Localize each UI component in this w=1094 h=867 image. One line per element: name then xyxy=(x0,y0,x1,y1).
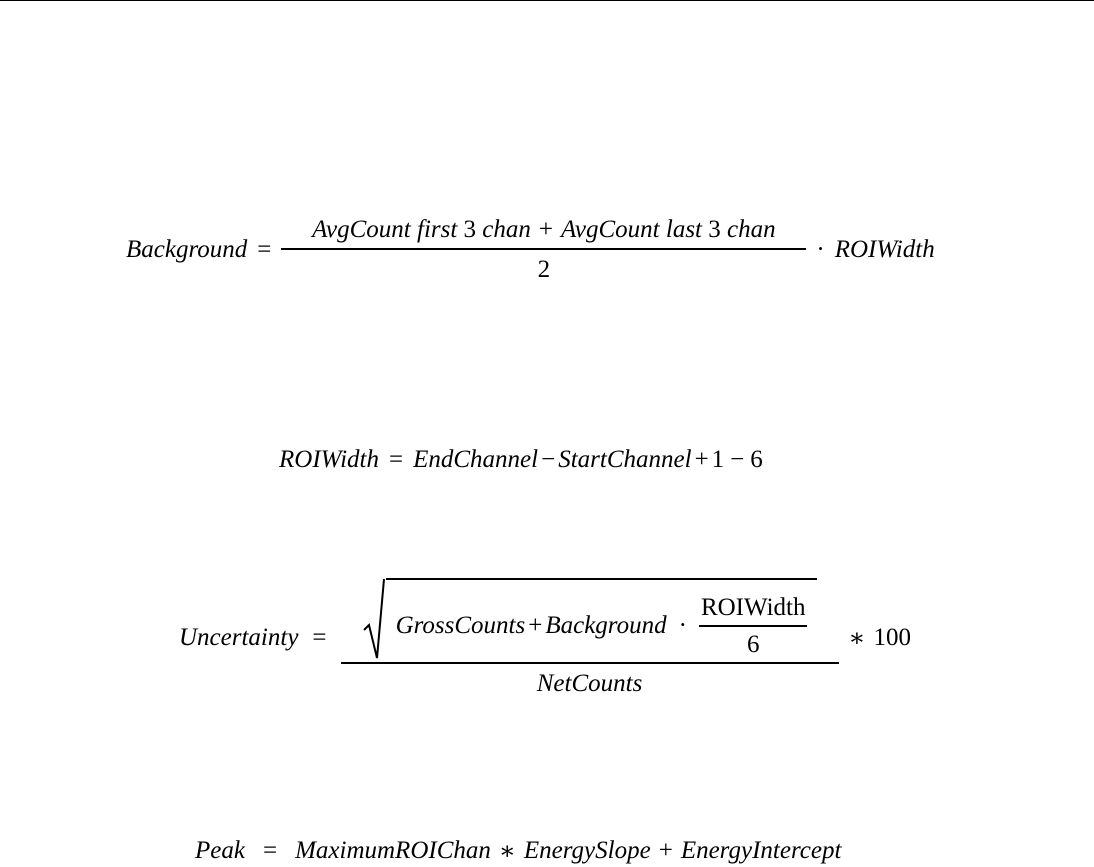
avg-last-count: 3 xyxy=(708,216,721,243)
avg-last-chan: chan xyxy=(727,216,776,243)
plus-sign: + xyxy=(658,837,673,864)
radicand xyxy=(386,578,818,662)
minus-sign: − xyxy=(541,446,556,473)
times-dot: · xyxy=(816,236,825,263)
equals-sign: = xyxy=(312,624,327,651)
roi-width-factor: ROIWidth xyxy=(834,236,935,263)
avg-first-chan: chan xyxy=(482,216,531,243)
inner-denominator: 6 xyxy=(746,630,760,658)
background-term: Background xyxy=(545,612,667,639)
times-dot: · xyxy=(678,612,687,639)
maximum-roi-chan: MaximumROIChan xyxy=(295,837,491,864)
roi-width-lhs: ROIWidth xyxy=(279,446,379,473)
equals-sign: = xyxy=(262,837,278,864)
avg-first-count: 3 xyxy=(463,216,477,243)
avg-last-label: AvgCount last xyxy=(561,216,702,243)
square-root xyxy=(362,578,818,662)
energy-slope: EnergySlope xyxy=(523,837,651,864)
six-constant: 6 xyxy=(750,446,763,473)
background-lhs: Background xyxy=(126,236,248,263)
background-denominator: 2 xyxy=(537,256,551,283)
background-fraction xyxy=(281,216,806,284)
gross-counts: GrossCounts xyxy=(395,612,526,639)
roi-width-formula xyxy=(279,446,763,474)
peak-lhs: Peak xyxy=(195,837,245,864)
end-channel: EndChannel xyxy=(413,446,539,473)
energy-intercept: EnergyIntercept xyxy=(680,837,842,864)
one-constant: 1 xyxy=(711,446,725,473)
multiply-sign: ∗ xyxy=(498,838,516,865)
plus-sign: + xyxy=(528,612,543,639)
avg-first-label: AvgCount first xyxy=(312,216,458,243)
uncertainty-numerator xyxy=(360,578,820,662)
uncertainty-formula xyxy=(179,578,911,698)
roi-width-over-six xyxy=(699,594,808,659)
plus-sign: + xyxy=(538,216,554,243)
uncertainty-lhs: Uncertainty xyxy=(179,624,299,651)
net-counts: NetCounts xyxy=(536,670,643,697)
start-channel: StartChannel xyxy=(558,446,692,473)
hundred-factor: 100 xyxy=(873,624,912,651)
inner-numerator: ROIWidth xyxy=(700,593,806,621)
plus-sign: + xyxy=(694,446,709,473)
minus-sign: − xyxy=(730,446,745,473)
peak-formula xyxy=(195,836,841,866)
background-numerator xyxy=(310,216,777,248)
multiply-sign: ∗ xyxy=(848,625,866,652)
top-rule xyxy=(0,0,1094,1)
radical-sign-icon xyxy=(362,578,386,662)
equals-sign: = xyxy=(389,446,404,473)
uncertainty-fraction xyxy=(341,578,839,698)
equals-sign: = xyxy=(257,236,272,263)
background-formula xyxy=(126,216,935,284)
